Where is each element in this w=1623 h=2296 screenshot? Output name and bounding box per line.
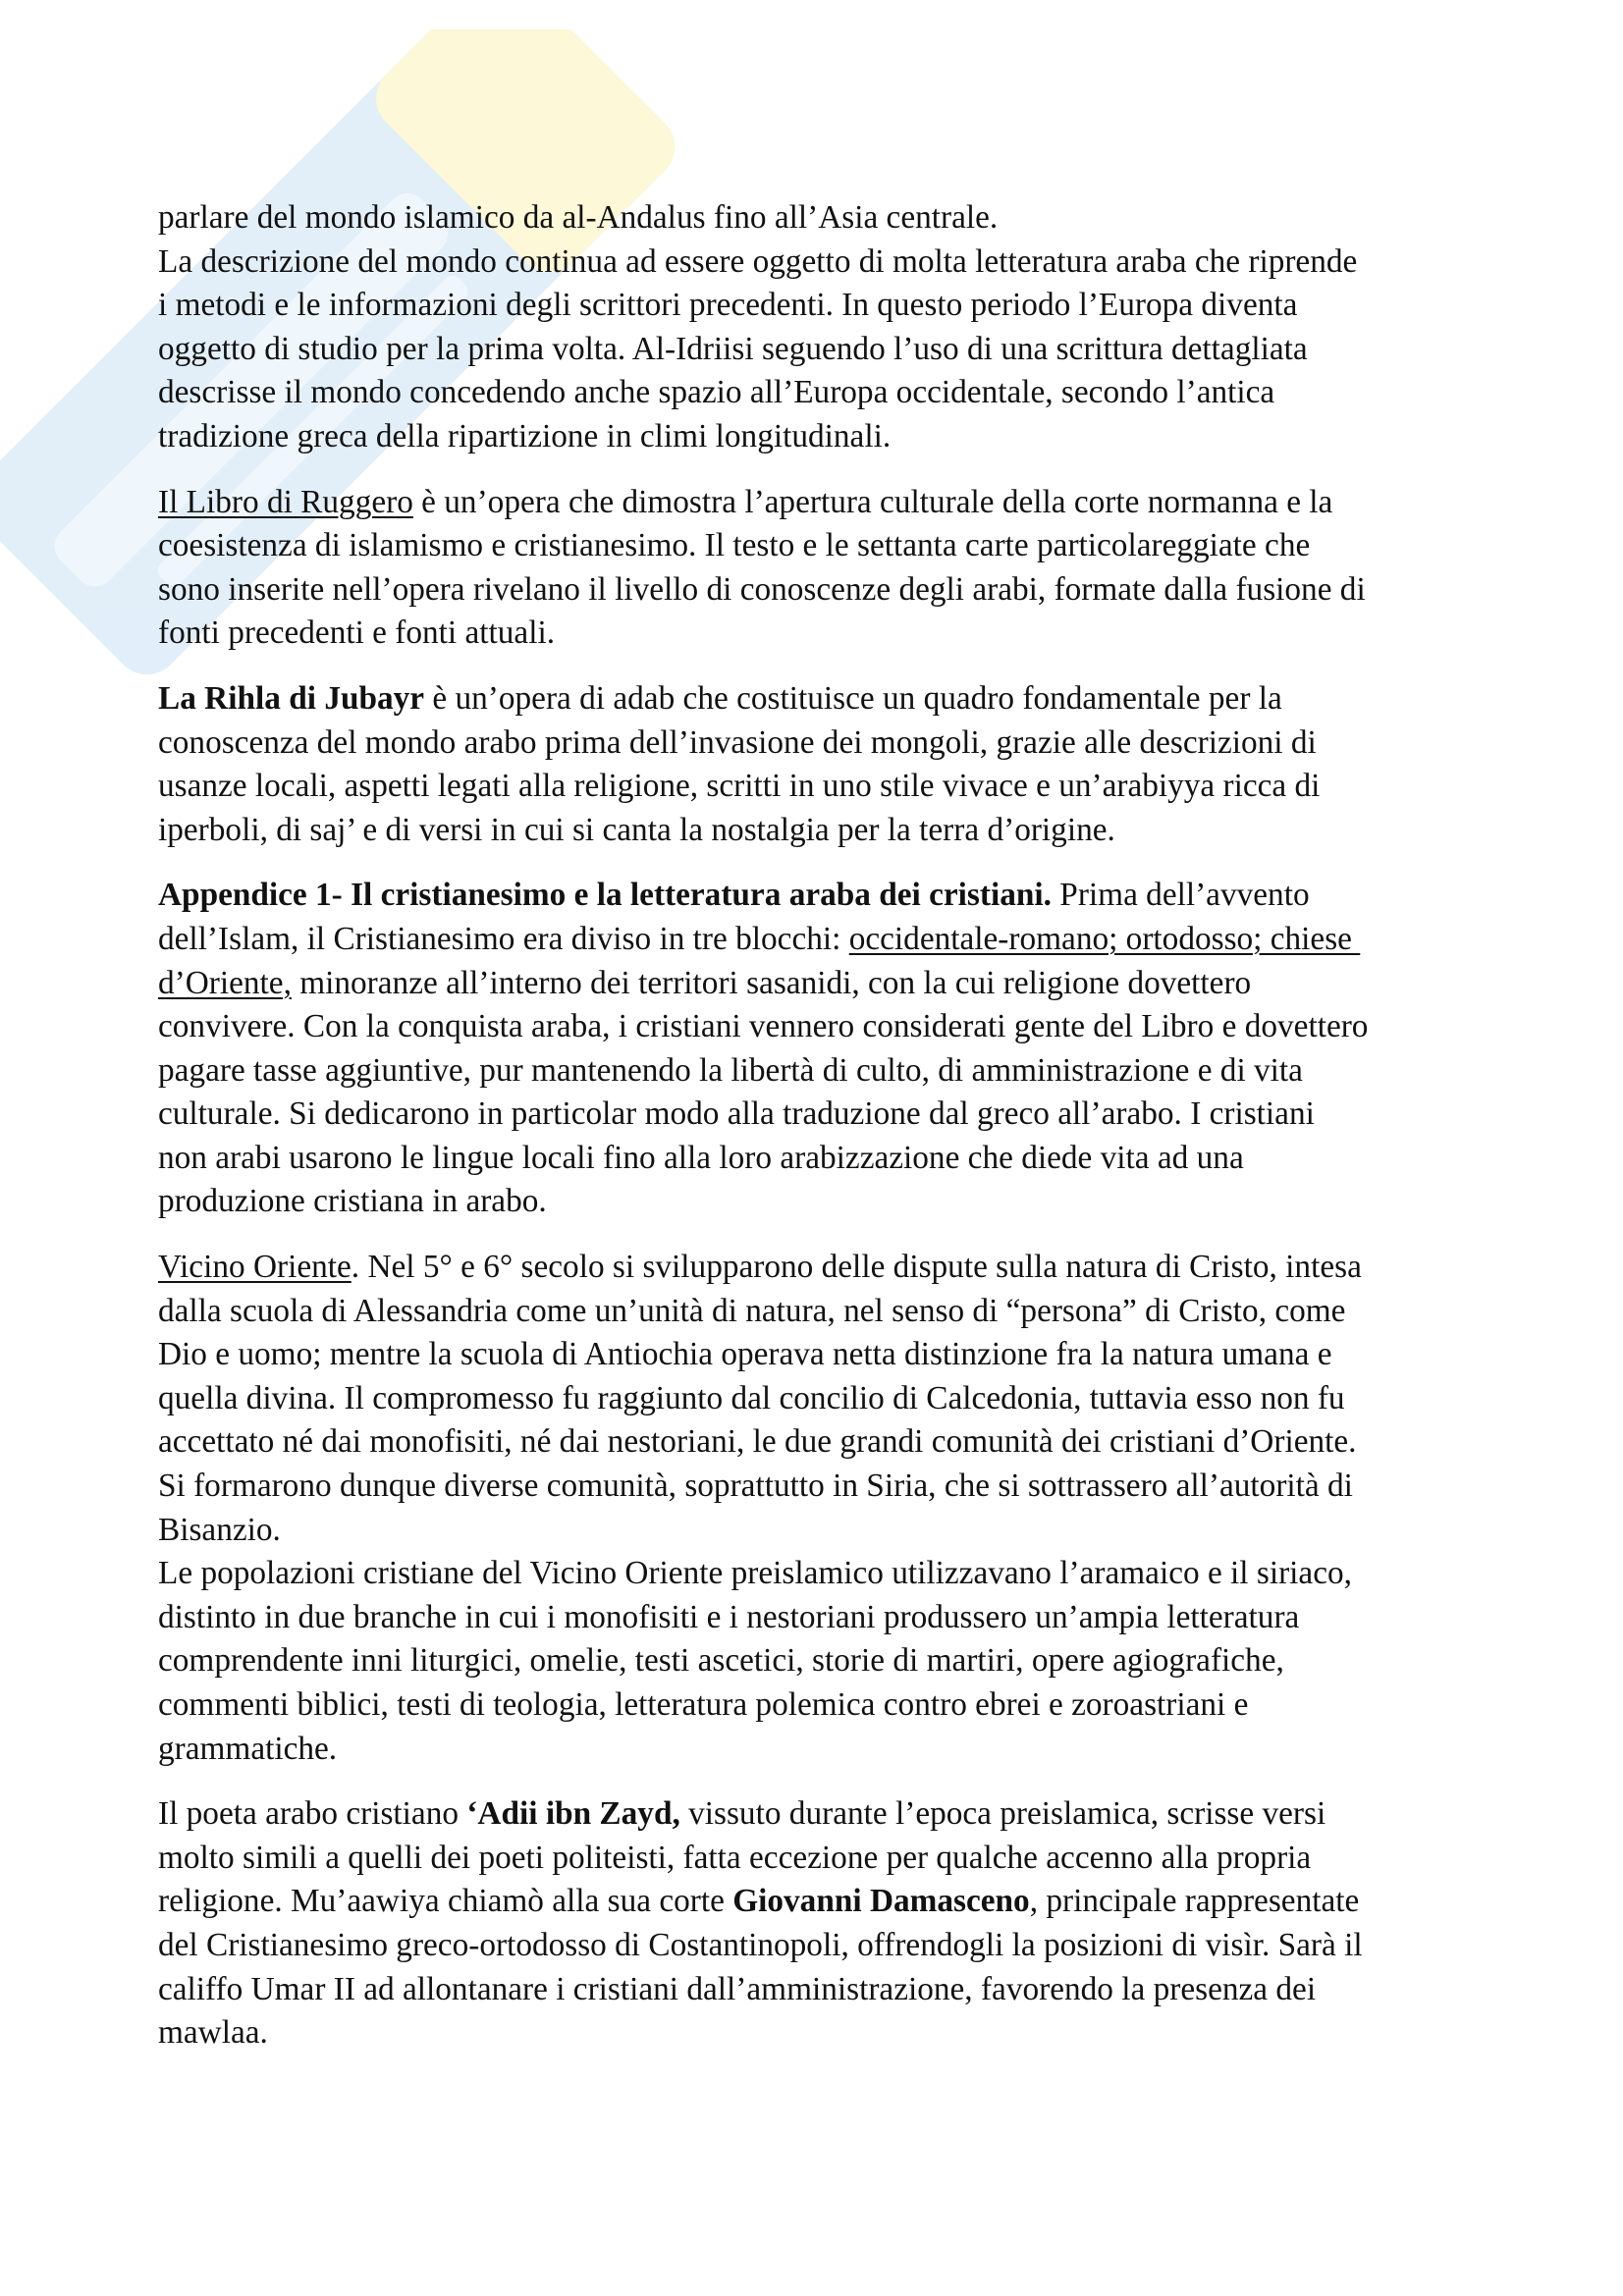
text-line: del Cristianesimo greco-ortodosso di Costantinopoli, offrendogli la posizioni di visìr. Sarà il	[158, 1926, 1363, 1963]
document-body	[158, 196, 1513, 2056]
text-run: vissuto durante l’epoca preislamica, scrisse versi	[679, 1795, 1326, 1833]
text-line: oggetto di studio per la prima volta. Al-Idriisi seguendo l’uso di una scrittura dettagliata	[158, 330, 1308, 367]
text-line: Dio e uomo; mentre la scuola di Antiochia operava netta distinzione fra la natura umana e	[158, 1336, 1332, 1373]
text-run: religione. Mu’aawiya chiamò alla sua corte	[158, 1883, 733, 1920]
text-line: iperboli, di saj’ e di versi in cui si canta la nostalgia per la terra d’origine.	[158, 811, 1115, 848]
paragraph-poeta-arabo-cristiano	[158, 1792, 1513, 2056]
text-line: pagare tasse aggiuntive, pur mantenendo la libertà di culto, di amministrazione e di vita	[158, 1051, 1303, 1089]
text-line: grammatiche.	[158, 1730, 338, 1767]
text-line	[158, 962, 1513, 1006]
text-line: fonti precedenti e fonti attuali.	[158, 614, 556, 652]
text-line: produzione cristiana in arabo.	[158, 1183, 547, 1220]
underlined-title-libro-di-ruggero: Il Libro di Ruggero	[158, 483, 413, 520]
text-line: La descrizione del mondo continua ad essere oggetto di molta letteratura araba che riprende	[158, 242, 1358, 280]
text-line: Le popolazioni cristiane del Vicino Oriente preislamico utilizzavano l’aramaico e il siriaco,	[158, 1555, 1352, 1592]
text-line: culturale. Si dedicarono in particolar modo alla traduzione dal greco all’arabo. I cristiani	[158, 1095, 1315, 1133]
paragraph-rihla-di-jubayr	[158, 677, 1513, 852]
text-line: Si formarono dunque diverse comunità, soprattutto in Siria, che si sottrassero all’autorità di	[158, 1468, 1353, 1505]
text-line: califfo Umar II ad allontanare i cristiani dall’amministrazione, favorendo la presenza dei	[158, 1970, 1317, 2007]
text-line	[158, 1792, 1513, 1837]
text-line: descrisse il mondo concedendo anche spazio all’Europa occidentale, secondo l’antica	[158, 374, 1275, 411]
paragraph-libro-di-ruggero	[158, 481, 1513, 656]
bold-name-giovanni-damasceno: Giovanni Damasceno	[732, 1883, 1030, 1920]
paragraph-mondo-islamico	[158, 196, 1513, 459]
text-line: accettato né dai monofisiti, né dai nestoriani, le due grandi comunità dei cristiani d’Oriente.	[158, 1423, 1357, 1461]
text-run: Prima dell’avvento	[1051, 877, 1310, 914]
text-run: dell’Islam, il Cristianesimo era diviso in tre blocchi:	[158, 920, 849, 957]
text-run: è un’opera di adab che costituisce un quadro fondamentale per la	[424, 679, 1282, 717]
text-run: , principale rappresentate	[1029, 1883, 1360, 1920]
text-line	[158, 1880, 1513, 1924]
text-line: tradizione greca della ripartizione in climi longitudinali.	[158, 417, 892, 454]
text-line: coesistenza di islamismo e cristianesimo. Il testo e le settanta carte particolareggiate che	[158, 527, 1311, 564]
text-line: non arabi usarono le lingue locali fino alla loro arabizzazione che diede vita ad una	[158, 1139, 1244, 1176]
text-run: . Nel 5° e 6° secolo si svilupparono delle dispute sulla natura di Cristo, intesa	[351, 1249, 1362, 1286]
bold-heading-appendice-1: Appendice 1- Il cristianesimo e la letteratura araba dei cristiani.	[158, 877, 1052, 914]
text-line	[158, 481, 1513, 525]
bold-name-adii-ibn-zayd: ‘Adii ibn Zayd,	[466, 1795, 680, 1833]
text-line: commenti biblici, testi di teologia, letteratura polemica contro ebrei e zoroastriani e	[158, 1686, 1249, 1723]
text-line	[158, 918, 1513, 962]
text-run: minoranze all’interno dei territori sasanidi, con la cui religione dovettero	[291, 964, 1252, 1001]
text-line: sono inserite nell’opera rivelano il livello di conoscenze degli arabi, formate dalla fusione di	[158, 570, 1366, 608]
underlined-blocchi-continued: d’Oriente,	[158, 964, 292, 1001]
text-line: Bisanzio.	[158, 1511, 281, 1548]
text-line	[158, 874, 1513, 918]
text-line: distinto in due branche in cui i monofisiti e i nestoriani produssero un’ampia letteratura	[158, 1598, 1300, 1635]
text-line: i metodi e le informazioni degli scrittori precedenti. In questo periodo l’Europa diventa	[158, 287, 1298, 324]
text-line	[158, 1246, 1513, 1290]
text-line: usanze locali, aspetti legati alla religione, scritti in uno stile vivace e un’arabiyya ricca di	[158, 768, 1321, 805]
text-line	[158, 677, 1513, 721]
underlined-blocchi: occidentale-romano; ortodosso; chiese	[848, 920, 1361, 957]
text-run: Il poeta arabo cristiano	[158, 1795, 467, 1833]
text-line: convivere. Con la conquista araba, i cristiani vennero considerati gente del Libro e dovettero	[158, 1008, 1369, 1045]
text-line: molto simili a quelli dei poeti politeisti, fatta eccezione per qualche accenno alla propria	[158, 1839, 1312, 1876]
text-line: parlare del mondo islamico da al-Andalus fino all’Asia centrale.	[158, 199, 999, 236]
text-line: dalla scuola di Alessandria come un’unità di natura, nel senso di “persona” di Cristo, come	[158, 1292, 1346, 1329]
text-line: mawlaa.	[158, 2014, 268, 2052]
paragraph-vicino-oriente	[158, 1246, 1513, 1771]
text-line: comprendente inni liturgici, omelie, testi ascetici, storie di martiri, opere agiografiche,	[158, 1642, 1284, 1680]
text-line: conoscenza del mondo arabo prima dell’invasione dei mongoli, grazie alle descrizioni di	[158, 723, 1317, 761]
underlined-title-vicino-oriente: Vicino Oriente	[158, 1249, 352, 1286]
text-run: è un’opera che dimostra l’apertura culturale della corte normanna e la	[412, 483, 1333, 520]
text-line: quella divina. Il compromesso fu raggiunto dal concilio di Calcedonia, tuttavia esso non fu	[158, 1379, 1345, 1416]
paragraph-appendice-1	[158, 874, 1513, 1224]
bold-title-rihla-di-jubayr: La Rihla di Jubayr	[158, 679, 425, 717]
